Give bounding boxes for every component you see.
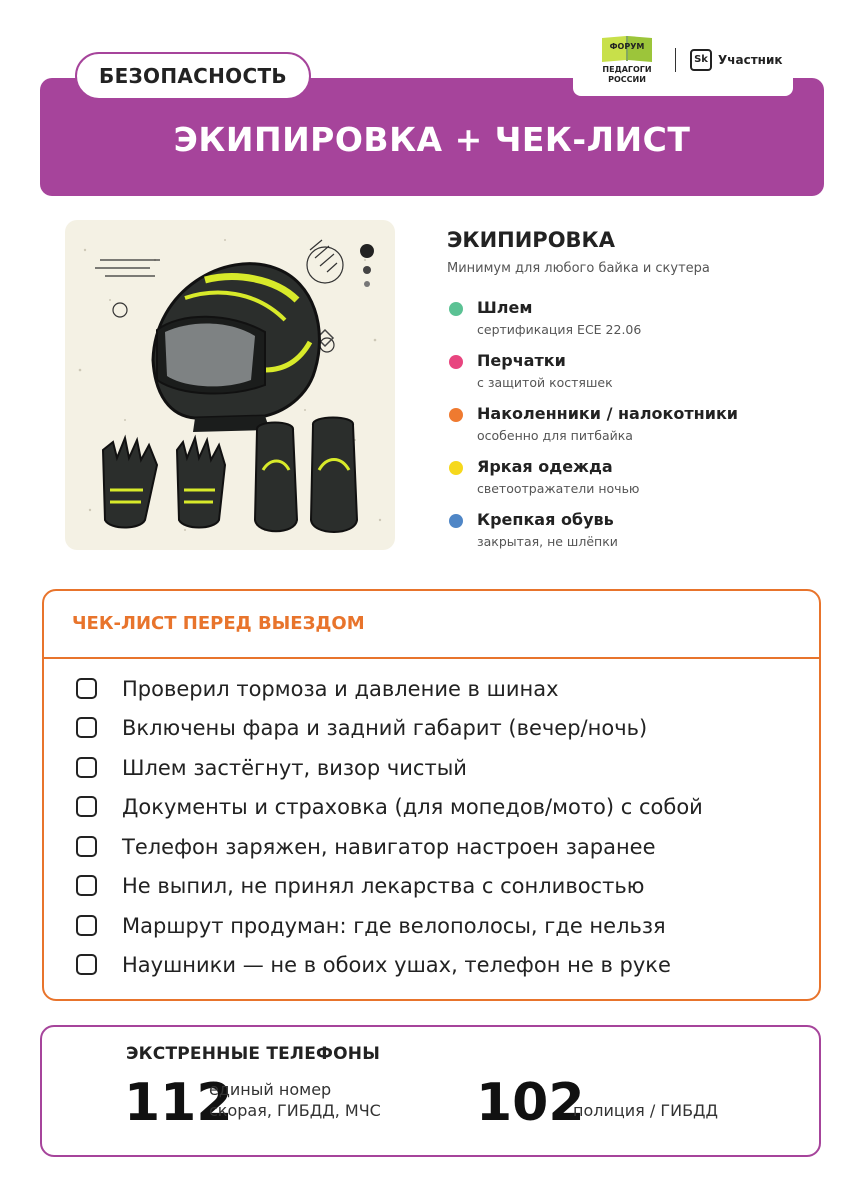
forum-logo-line2: РОССИИ (608, 75, 646, 84)
knee-pads-icon (255, 418, 357, 533)
checkbox[interactable] (76, 678, 97, 699)
checkbox[interactable] (76, 915, 97, 936)
equipment-item (447, 351, 847, 395)
section-label: БЕЗОПАСНОСТЬ (75, 52, 311, 100)
forum-logo (594, 34, 660, 90)
equipment-subtitle: Минимум для любого байка и скутера (447, 261, 710, 276)
emergency-desc-line1: полиция / ГИБДД (573, 1101, 719, 1120)
sk-participant-label: Участник (718, 53, 783, 67)
checklist-item[interactable] (76, 753, 816, 785)
emergency-number-102: 102 (476, 1073, 585, 1133)
emergency-number-112: 112 (124, 1073, 233, 1133)
checklist-item[interactable] (76, 713, 816, 745)
checkbox[interactable] (76, 796, 97, 817)
checklist-item-text: Проверил тормоза и давление в шинах (122, 677, 559, 701)
emergency-desc-line2: скорая, ГИБДД, МЧС (209, 1101, 381, 1120)
color-dot-icon (449, 408, 463, 422)
equipment-item-name: Наколенники / налокотники (477, 404, 739, 423)
checklist-item[interactable] (76, 950, 816, 982)
equipment-title: ЭКИПИРОВКА (447, 228, 615, 252)
checklist-item-text: Включены фара и задний габарит (вечер/ночь) (122, 716, 648, 740)
checklist-item-text: Маршрут продуман: где велополосы, где нельзя (122, 914, 666, 938)
equipment-item-desc: с защитой костяшек (477, 375, 613, 390)
equipment-item (447, 457, 847, 501)
color-dot-icon (449, 302, 463, 316)
forum-logo-top: ФОРУМ (609, 42, 645, 51)
equipment-item-desc: закрытая, не шлёпки (477, 534, 618, 549)
color-dot-icon (449, 355, 463, 369)
checkbox[interactable] (76, 757, 97, 778)
equipment-item-desc: светоотражатели ночью (477, 481, 640, 496)
equipment-item-name: Крепкая обувь (477, 510, 614, 529)
equipment-item (447, 510, 847, 554)
checklist-item[interactable] (76, 832, 816, 864)
gloves-icon (103, 438, 225, 528)
forum-logo-sub (594, 65, 660, 85)
checklist-divider (42, 657, 821, 659)
equipment-illustration (65, 220, 395, 550)
checklist-item-text: Шлем застёгнут, визор чистый (122, 756, 467, 780)
color-dot-icon (449, 514, 463, 528)
checklist-item-text: Телефон заряжен, навигатор настроен заранее (122, 835, 656, 859)
checkbox[interactable] (76, 836, 97, 857)
equipment-item-desc: сертификация ECE 22.06 (477, 322, 642, 337)
checklist-item-text: Документы и страховка (для мопедов/мото) с собой (122, 795, 703, 819)
emergency-desc-line1: единый номер (209, 1080, 332, 1099)
checklist-item[interactable] (76, 911, 816, 943)
checklist-item-text: Не выпил, не принял лекарства с сонливостью (122, 874, 645, 898)
equipment-item (447, 298, 847, 342)
checklist-item-text: Наушники — не в обоих ушах, телефон не в руке (122, 953, 671, 977)
checkbox[interactable] (76, 717, 97, 738)
equipment-item-desc: особенно для питбайка (477, 428, 633, 443)
equipment-item (447, 404, 847, 448)
checklist-item[interactable] (76, 674, 816, 706)
equipment-item-name: Перчатки (477, 351, 566, 370)
forum-logo-line1: ПЕДАГОГИ (602, 65, 652, 74)
color-dot-icon (449, 461, 463, 475)
checklist-item[interactable] (76, 792, 816, 824)
logo-divider (675, 48, 676, 72)
emergency-title: ЭКСТРЕННЫЕ ТЕЛЕФОНЫ (126, 1044, 381, 1064)
checklist-item[interactable] (76, 871, 816, 903)
checkbox[interactable] (76, 875, 97, 896)
equipment-item-name: Шлем (477, 298, 533, 317)
page-title: ЭКИПИРОВКА + ЧЕК-ЛИСТ (173, 120, 691, 159)
sk-logo-icon: Sk (690, 49, 712, 71)
checkbox[interactable] (76, 954, 97, 975)
helmet-icon (153, 264, 319, 432)
equipment-item-name: Яркая одежда (477, 457, 613, 476)
checklist-title: ЧЕК-ЛИСТ ПЕРЕД ВЫЕЗДОМ (72, 613, 365, 634)
